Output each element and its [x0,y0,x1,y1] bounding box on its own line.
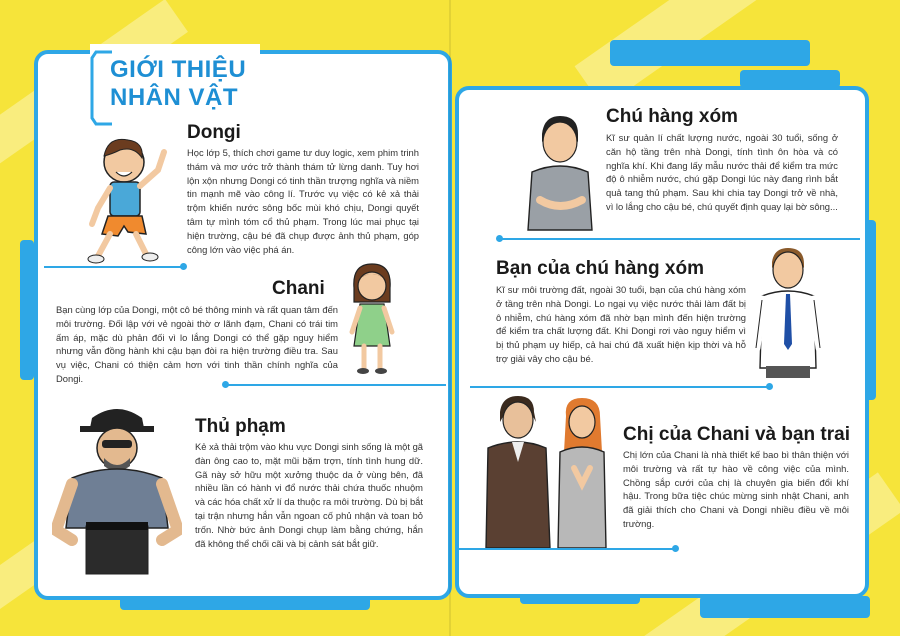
connector-line [456,548,676,550]
character-name-neighbor: Chú hàng xóm [606,106,738,127]
character-bio-dongi: Học lớp 5, thích chơi game tư duy logic, xem phim trinh thám và mơ ước trở thành thám tử lừng danh. Tuy hơi lộn xộn nhưng Dongi có tinh thần trượng nghĩa và niềm tin mạnh mẽ vào công lí. Trước vụ việc có kẻ xả thải trộm khiến nước sông bốc mùi khó chịu, Dongi quyết tâm tự mình tóm cổ thủ phạm. Trong lúc mai phục tại hiện trường, cậu bé đã chụp được ảnh thủ phạm, góp công lớn vào việc phá án. [187,147,419,255]
character-name-dongi: Dongi [187,122,241,143]
connector-line [500,238,860,240]
character-name-sister-and-boyfriend: Chị của Chani và bạn trai [623,424,850,445]
page-title-line1: GIỚI THIỆU [110,56,247,83]
connector-line [226,384,446,386]
character-bio-sister-and-boyfriend: Chị lớn của Chani là nhà thiết kế bao bì thân thiện với môi trường và rất tự hào về công việc của mình. Chồng sắp cưới của chị là chuyên gia biến đổi khí hậu. Trong bữa tiệc chúc mừng sinh nhật Chani, anh đã giải thích cho Chani và Dongi nhiều điều về môi trường. [623,449,849,529]
connector-dot [496,235,503,242]
neighbor-illustration [520,112,600,232]
chani-illustration [342,262,402,378]
character-bio-culprit: Kẻ xả thải trộm vào khu vực Dongi sinh sống là một gã đàn ông cao to, mặt mũi bặm trợn, tính tình hung dữ. Gã này sở hữu một xưởng thuộc da ở vùng bên, đã nhiều lần có hành vi đổ nước thải chứa thuốc nhuộm và các hóa chất xử lí da thuộc ra môi trường. Dù bị bắt tại trận nhưng hắn vẫn ngoan cố phủ nhận và toan bỏ trốn. Nhờ bức ảnh Dongi chụp làm bằng chứng, hắn đã không thể chối cãi và bị cảnh sát bắt giữ. [195,441,423,549]
connector-dot [222,381,229,388]
decorative-bar [700,596,870,618]
connector-line [44,266,184,268]
dongi-illustration [84,128,184,268]
connector-line [470,386,770,388]
decorative-bar [20,240,34,380]
sister-and-boyfriend-illustration [484,392,614,552]
character-name-culprit: Thủ phạm [195,416,286,437]
character-bio-neighbor: Kĩ sư quản lí chất lượng nước, ngoài 30 tuổi, sống ở căn hộ tầng trên nhà Dongi, tính tình ôn hòa và có nghĩa khí. Khi đang lấy mẫu nước thải để kiểm tra mức độ ô nhiễm nước, chú gặp Dongi lúc này đang rình bắt quả tang thủ phạm. Sau khi chia tay Dongi trở về nhà, vì lo lắng cho cậu bé, chú quyết định quay lại bờ sông... [606,132,838,212]
connector-dot [672,545,679,552]
decorative-bar [610,40,810,66]
neighbor-friend-illustration [752,244,824,380]
page-title [110,56,246,112]
page-spine [449,0,451,636]
character-name-neighbor-friend: Bạn của chú hàng xóm [496,258,704,279]
connector-dot [180,263,187,270]
character-bio-chani: Bạn cùng lớp của Dongi, một cô bé thông minh và rất quan tâm đến môi trường. Đối lập với vẻ ngoài thờ ơ lãnh đạm, Chani có trái tim ấm áp, mặc dù phản đối vì lo lắng Dongi có thể gặp nguy hiểm nhưng vẫn đồng hành khi cậu bạn đòi ra hiện trường điều tra. Sau vụ việc, Chani có thiện cảm hơn với tinh thần chính nghĩa của Dongi. [56,304,338,384]
character-bio-neighbor-friend: Kĩ sư môi trường đất, ngoài 30 tuổi, bạn của chú hàng xóm ở tầng trên nhà Dongi. Lo ngại vụ việc nước thải làm đất bị ô nhiễm, chú hàng xóm đã nhờ bạn mình đến hiện trường để kiểm tra chất lượng đất. Khi Dongi rơi vào nguy hiểm vì bị thủ phạm uy hiếp, cả hai chú đã xuất hiện kịp thời và hỗ trợ giải vây cho cậu bé. [496,284,746,364]
culprit-illustration [52,400,182,580]
connector-dot [766,383,773,390]
page-title-line2: NHÂN VẬT [110,84,238,111]
character-name-chani: Chani [272,278,325,299]
